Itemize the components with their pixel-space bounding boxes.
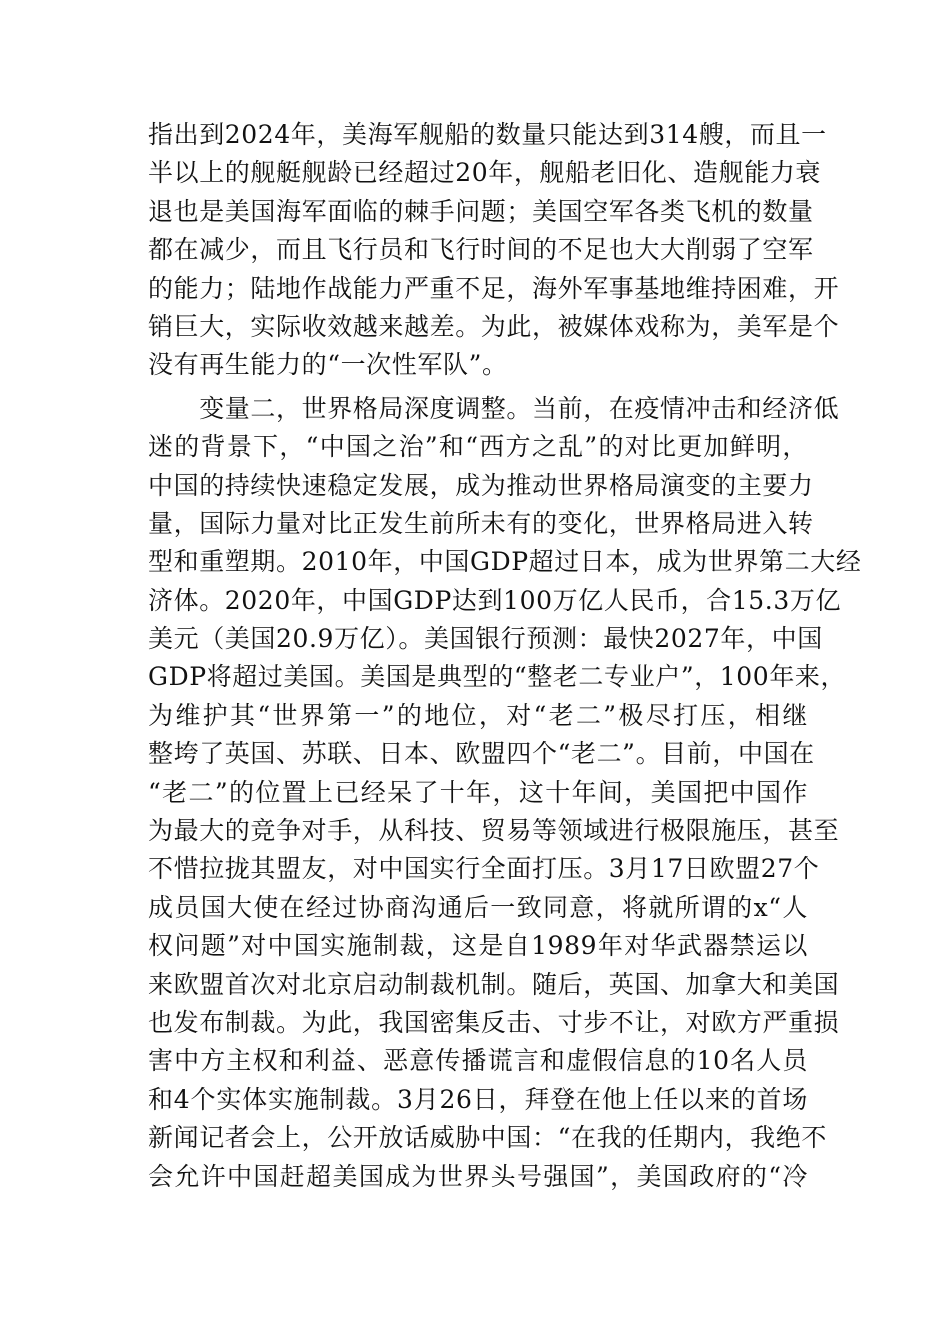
text-line: 迷的背景下，“中国之治”和“西方之乱”的对比更加鲜明， (148, 432, 808, 462)
text-line: 权问题”对中国实施制裁，这是自1989年对华武器禁运以 (148, 931, 808, 961)
text-line: 销巨大，实际收效越来越差。为此，被媒体戏称为，美军是个 (148, 311, 840, 341)
text-line: 来欧盟首次对北京启动制裁机制。随后，英国、加拿大和美国 (148, 969, 840, 999)
text-line: 成员国大使在经过协商沟通后一致同意，将就所谓的x“人 (148, 892, 808, 922)
text-line: 没有再生能力的“一次性军队”。 (148, 350, 508, 380)
text-line: 型和重塑期。2010年，中国GDP超过日本，成为世界第二大经 (148, 547, 862, 577)
text-line: 退也是美国海军面临的棘手问题；美国空军各类飞机的数量 (148, 196, 814, 226)
text-line: GDP将超过美国。美国是典型的“整老二专业户”，100年来， (148, 662, 847, 692)
text-line: 也发布制裁。为此，我国密集反击、寸步不让，对欧方严重损 (148, 1007, 840, 1037)
text-line: 不惜拉拢其盟友，对中国实行全面打压。3月17日欧盟27个 (148, 854, 820, 884)
text-line: 新闻记者会上，公开放话威胁中国：“在我的任期内，我绝不 (148, 1123, 827, 1153)
paragraph-1 (148, 116, 840, 385)
text-line: “老二”的位置上已经呆了十年，这十年间，美国把中国作 (148, 777, 808, 807)
text-line: 的能力；陆地作战能力严重不足，海外军事基地维持困难，开 (148, 273, 840, 303)
text-line: 指出到2024年，美海军舰船的数量只能达到314艘，而且一 (148, 120, 827, 149)
text-line: 济体。2020年，中国GDP达到100万亿人民币，合15.3万亿 (148, 585, 842, 615)
paragraph-2 (148, 390, 862, 1196)
text-line: 和4个实体实施制裁。3月26日，拜登在他上任以来的首场 (148, 1084, 808, 1114)
text-line: 为维护其“世界第一”的地位，对“老二”极尽打压，相继 (148, 700, 808, 730)
text-line: 中国的持续快速稳定发展，成为推动世界格局演变的主要力 (148, 470, 814, 500)
text-line: 半以上的舰艇舰龄已经超过20年，舰船老旧化、造舰能力衰 (148, 158, 822, 188)
text-line: 害中方主权和利益、恶意传播谎言和虚假信息的10名人员 (148, 1046, 808, 1076)
text-line: 都在减少，而且飞行员和飞行时间的不足也大大削弱了空军 (148, 235, 814, 265)
text-line: 整垮了英国、苏联、日本、欧盟四个“老二”。目前，中国在 (148, 739, 815, 769)
text-line: 会允许中国赶超美国成为世界头号强国”，美国政府的“冷 (148, 1161, 808, 1191)
text-line: 量，国际力量对比正发生前所未有的变化，世界格局进入转 (148, 508, 814, 538)
text-line: 变量二，世界格局深度调整。当前，在疫情冲击和经济低 (148, 393, 840, 423)
text-line: 美元（美国20.9万亿）。美国银行预测：最快2027年，中国 (148, 624, 823, 654)
text-line: 为最大的竞争对手，从科技、贸易等领域进行极限施压，甚至 (148, 816, 840, 846)
document-body (148, 116, 862, 1196)
